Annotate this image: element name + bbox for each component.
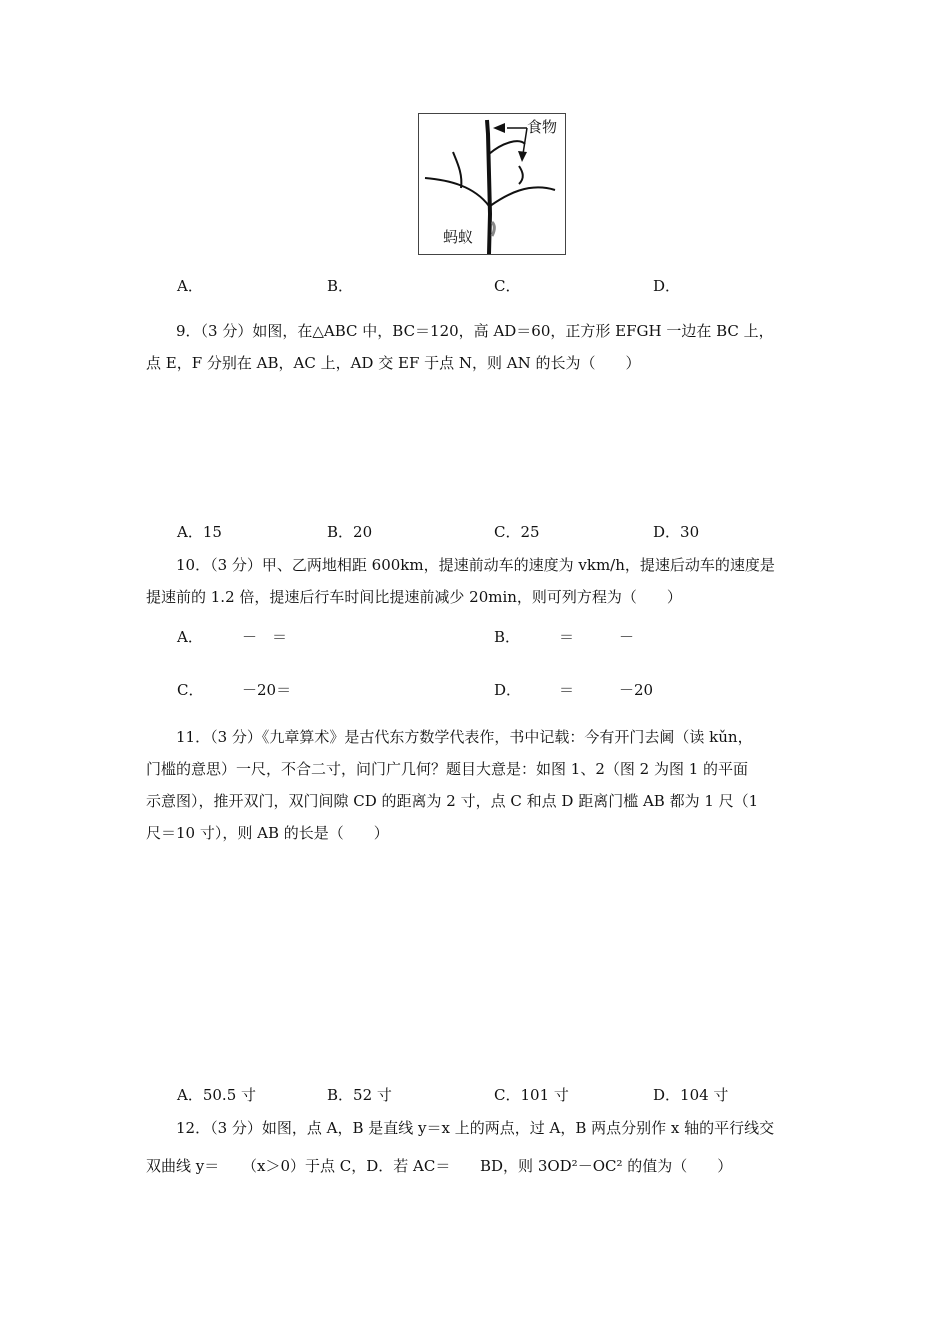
q9-option-a[interactable]: A．15	[177, 523, 222, 541]
q10-option-b-expr-minus: －	[619, 628, 635, 646]
q10-option-d-expr-minus: －20	[619, 681, 654, 699]
trunk-line	[487, 120, 490, 254]
q10-option-b[interactable]: B．	[494, 628, 521, 646]
food-arrow-head-left	[493, 123, 505, 133]
q11-stem-line-4: 尺＝10 寸），则 AB 的长是（ ）	[146, 824, 389, 842]
q8-option-a[interactable]: A．	[177, 277, 203, 295]
q12-stem-line-1: 12．（3 分）如图，点 A，B 是直线 y＝x 上的两点，过 A，B 两点分别作 x 轴的平行线交	[176, 1119, 775, 1137]
q12-stem-line-2b: （x＞0）于点 C，D．若 AC＝	[242, 1157, 451, 1175]
q11-option-c[interactable]: C．101 寸	[494, 1086, 569, 1104]
q10-option-c[interactable]: C．	[177, 681, 204, 699]
ant-food-figure	[418, 113, 566, 255]
q12-stem-line-2c: BD，则 3OD²－OC² 的值为（ ）	[480, 1157, 733, 1175]
q11-option-b[interactable]: B．52 寸	[327, 1086, 392, 1104]
q9-option-d[interactable]: D．30	[653, 523, 700, 541]
q10-stem-line-2: 提速前的 1.2 倍，提速后行车时间比提速前减少 20min，则可列方程为（ ）	[146, 588, 682, 606]
q10-option-d[interactable]: D．	[494, 681, 522, 699]
q9-stem-line-1: 9．（3 分）如图，在△ABC 中，BC＝120，高 AD＝60，正方形 EFGH 一边在 BC 上，	[176, 322, 774, 340]
food-arrow-head-down	[518, 151, 527, 162]
q10-option-c-expr: －20＝	[242, 681, 292, 699]
q10-option-a-expr: － ＝	[242, 628, 288, 646]
q9-option-b[interactable]: B．20	[327, 523, 373, 541]
q10-option-a[interactable]: A．	[177, 628, 203, 646]
q11-stem-line-1: 11．（3 分）《九章算术》是古代东方数学代表作，书中记载：今有开门去阃（读 kǔn，	[176, 728, 753, 746]
q11-option-d[interactable]: D．104 寸	[653, 1086, 729, 1104]
q8-option-d[interactable]: D．	[653, 277, 681, 295]
q10-option-d-expr-eq: ＝	[559, 681, 575, 699]
q11-stem-line-3: 示意图），推开双门，双门间隙 CD 的距离为 2 寸，点 C 和点 D 距离门槛 AB 都为 1 尺（1	[146, 792, 759, 810]
q10-option-b-expr-eq: ＝	[559, 628, 575, 646]
food-label: 食物	[527, 118, 558, 136]
q10-stem-line-1: 10．（3 分）甲、乙两地相距 600km，提速前动车的速度为 vkm/h，提速后动车的速度是	[176, 556, 775, 574]
q11-stem-line-2: 门槛的意思）一尺，不合二寸，问门广几何？题目大意是：如图 1、2（图 2 为图 1 的平面	[146, 760, 749, 778]
left-branch-lower	[425, 178, 489, 206]
right-branch-twig	[519, 166, 523, 184]
ant-mark	[492, 222, 494, 236]
ant-label: 蚂蚁	[443, 228, 474, 246]
q9-option-c[interactable]: C．25	[494, 523, 540, 541]
q8-option-c[interactable]: C．	[494, 277, 521, 295]
right-branch-lower	[490, 187, 555, 206]
q12-stem-line-2a: 双曲线 y＝	[146, 1157, 220, 1175]
q8-option-b[interactable]: B．	[327, 277, 354, 295]
q9-stem-line-2: 点 E，F 分别在 AB，AC 上，AD 交 EF 于点 N，则 AN 的长为（ ）	[146, 354, 641, 372]
q11-option-a[interactable]: A．50.5 寸	[177, 1086, 256, 1104]
